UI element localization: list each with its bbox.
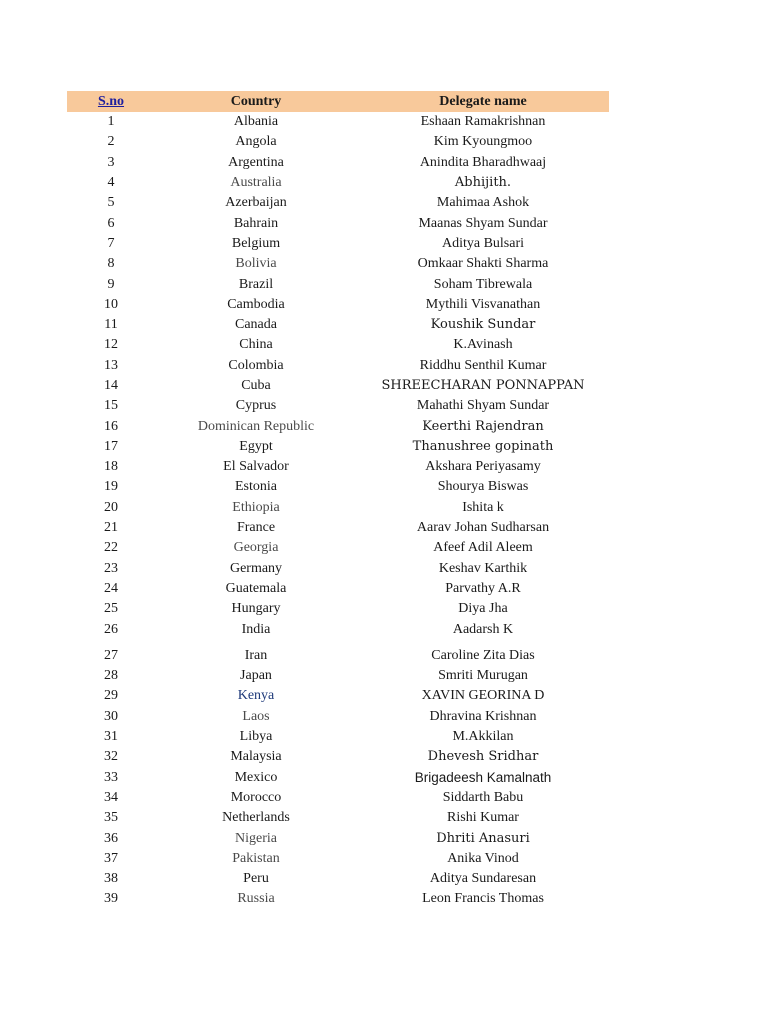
header-delegate: Delegate name bbox=[439, 93, 527, 109]
table-row bbox=[67, 768, 609, 788]
table-row bbox=[67, 849, 609, 869]
cell-sno: 29 bbox=[104, 688, 118, 704]
cell-sno: 20 bbox=[104, 499, 118, 515]
cell-country: El Salvador bbox=[223, 459, 289, 475]
cell-country: Bahrain bbox=[233, 215, 279, 231]
table-row bbox=[67, 559, 609, 579]
cell-delegate: Eshaan Ramakrishnan bbox=[420, 114, 546, 130]
cell-sno: 21 bbox=[104, 520, 118, 536]
table-row bbox=[67, 707, 609, 727]
cell-sno: 34 bbox=[104, 789, 118, 805]
cell-delegate: Koushik Sundar bbox=[430, 317, 536, 333]
cell-delegate: Ishita k bbox=[462, 499, 504, 515]
cell-sno: 32 bbox=[104, 749, 118, 765]
table-row bbox=[67, 457, 609, 477]
table-row bbox=[67, 538, 609, 558]
table-row bbox=[67, 747, 609, 767]
cell-delegate: Shourya Biswas bbox=[437, 479, 529, 495]
cell-delegate: Kim Kyoungmoo bbox=[433, 134, 533, 150]
cell-sno: 37 bbox=[104, 850, 118, 866]
cell-sno: 4 bbox=[107, 175, 115, 191]
cell-delegate: Smriti Murugan bbox=[438, 668, 528, 684]
table-row bbox=[67, 889, 609, 909]
cell-country: Netherlands bbox=[222, 810, 290, 826]
table-row bbox=[67, 376, 609, 396]
cell-delegate: Brigadeesh Kamalnath bbox=[414, 769, 552, 785]
cell-delegate: Maanas Shyam Sundar bbox=[418, 215, 548, 231]
cell-delegate: Diya Jha bbox=[458, 601, 508, 617]
table-row bbox=[67, 599, 609, 619]
cell-country: Nigeria bbox=[235, 830, 277, 846]
cell-delegate: M.Akkilan bbox=[452, 729, 514, 745]
cell-delegate: Omkaar Shakti Sharma bbox=[417, 256, 549, 272]
cell-sno: 17 bbox=[104, 438, 118, 454]
cell-sno: 18 bbox=[104, 459, 118, 475]
table-row bbox=[67, 112, 609, 132]
cell-delegate: XAVIN GEORINA D bbox=[421, 688, 545, 704]
cell-country: Iran bbox=[244, 647, 268, 663]
cell-sno: 26 bbox=[104, 621, 118, 637]
cell-sno: 6 bbox=[107, 215, 115, 231]
cell-country: Cyprus bbox=[235, 398, 277, 414]
cell-country: Laos bbox=[242, 708, 270, 724]
cell-delegate: K.Avinash bbox=[453, 337, 513, 353]
cell-sno: 35 bbox=[104, 810, 118, 826]
table-row bbox=[67, 518, 609, 538]
cell-country: Kenya bbox=[237, 688, 275, 704]
cell-country: Argentina bbox=[228, 154, 284, 170]
cell-country: China bbox=[239, 337, 273, 353]
table-row bbox=[67, 579, 609, 599]
cell-delegate: Akshara Periyasamy bbox=[425, 459, 541, 475]
table-row bbox=[67, 869, 609, 889]
cell-sno: 27 bbox=[104, 647, 118, 663]
cell-sno: 1 bbox=[107, 114, 115, 130]
cell-country: Russia bbox=[237, 891, 275, 907]
cell-delegate: Aadarsh K bbox=[452, 621, 514, 637]
cell-country: Hungary bbox=[231, 601, 281, 617]
cell-sno: 15 bbox=[104, 398, 118, 414]
cell-delegate: Riddhu Senthil Kumar bbox=[419, 357, 547, 373]
table-row bbox=[67, 727, 609, 747]
cell-country: Cuba bbox=[241, 378, 271, 393]
cell-sno: 25 bbox=[104, 601, 118, 617]
table-row bbox=[67, 356, 609, 376]
cell-country: Australia bbox=[230, 175, 282, 191]
cell-country: Angola bbox=[235, 134, 277, 150]
cell-delegate: Anika Vinod bbox=[447, 850, 519, 866]
table-row bbox=[67, 619, 609, 639]
table-row bbox=[67, 646, 609, 666]
cell-delegate: Leon Francis Thomas bbox=[422, 891, 544, 907]
cell-sno: 11 bbox=[104, 317, 118, 333]
table-row bbox=[67, 254, 609, 274]
cell-country: Japan bbox=[240, 668, 272, 684]
table-row bbox=[67, 396, 609, 416]
cell-sno: 22 bbox=[104, 540, 118, 556]
cell-country: Dominican Republic bbox=[197, 418, 315, 434]
cell-country: Mexico bbox=[234, 769, 278, 785]
cell-delegate: Aditya Sundaresan bbox=[429, 871, 537, 887]
cell-country: Germany bbox=[229, 560, 283, 576]
header-sno[interactable]: S.no bbox=[97, 93, 125, 109]
table-row bbox=[67, 295, 609, 315]
table-row bbox=[67, 335, 609, 355]
cell-sno: 23 bbox=[104, 560, 118, 576]
cell-sno: 28 bbox=[104, 668, 118, 684]
cell-sno: 5 bbox=[107, 195, 115, 211]
cell-delegate: Dhriti Anasuri bbox=[436, 830, 530, 846]
cell-country: India bbox=[241, 621, 271, 637]
table-row bbox=[67, 193, 609, 213]
cell-delegate: Thanushree gopinath bbox=[412, 438, 554, 454]
cell-country: Colombia bbox=[228, 357, 284, 373]
cell-delegate: Keerthi Rajendran bbox=[422, 418, 544, 434]
cell-country: Libya bbox=[239, 729, 273, 745]
cell-sno: 10 bbox=[104, 296, 118, 312]
table-row bbox=[67, 274, 609, 294]
cell-country: Pakistan bbox=[232, 850, 280, 866]
table-row bbox=[67, 808, 609, 828]
table-row bbox=[67, 498, 609, 518]
cell-country: Brazil bbox=[238, 276, 274, 292]
cell-sno: 39 bbox=[104, 891, 118, 907]
cell-delegate: Caroline Zita Dias bbox=[431, 647, 535, 663]
cell-country: Morocco bbox=[230, 789, 282, 805]
cell-delegate: Dhevesh Sridhar bbox=[427, 749, 539, 765]
cell-country: Guatemala bbox=[225, 580, 287, 596]
cell-sno: 9 bbox=[107, 276, 115, 292]
cell-delegate: Mahathi Shyam Sundar bbox=[416, 398, 550, 414]
cell-delegate: Rishi Kumar bbox=[447, 810, 519, 826]
cell-delegate: Afeef Adil Aleem bbox=[433, 540, 533, 556]
table-row bbox=[67, 686, 609, 706]
cell-delegate: Mythili Visvanathan bbox=[425, 296, 541, 312]
cell-country: Egypt bbox=[239, 438, 273, 454]
cell-sno: 16 bbox=[104, 418, 118, 434]
cell-country: Georgia bbox=[233, 540, 279, 556]
cell-sno: 12 bbox=[104, 337, 118, 353]
cell-country: Malaysia bbox=[230, 749, 282, 765]
cell-country: Bolivia bbox=[235, 256, 277, 272]
table-header bbox=[67, 91, 609, 112]
header-country: Country bbox=[230, 93, 282, 109]
cell-country: Belgium bbox=[231, 235, 281, 251]
cell-delegate: Keshav Karthik bbox=[438, 560, 528, 576]
delegate-table bbox=[67, 91, 609, 910]
cell-country: Canada bbox=[235, 317, 277, 333]
table-row bbox=[67, 477, 609, 497]
cell-sno: 19 bbox=[104, 479, 118, 495]
cell-sno: 31 bbox=[104, 729, 118, 745]
table-row bbox=[67, 416, 609, 436]
cell-country: Estonia bbox=[235, 479, 277, 495]
cell-delegate: Siddarth Babu bbox=[442, 789, 524, 805]
cell-sno: 14 bbox=[104, 378, 118, 393]
table-row bbox=[67, 788, 609, 808]
table-row bbox=[67, 666, 609, 686]
table-row bbox=[67, 132, 609, 152]
table-row bbox=[67, 213, 609, 233]
cell-delegate: Mahimaa Ashok bbox=[436, 195, 530, 211]
cell-sno: 2 bbox=[107, 134, 115, 150]
cell-sno: 38 bbox=[104, 871, 118, 887]
table-row bbox=[67, 173, 609, 193]
cell-sno: 24 bbox=[104, 580, 118, 596]
cell-sno: 13 bbox=[104, 357, 118, 373]
table-row bbox=[67, 153, 609, 173]
cell-country: Cambodia bbox=[227, 296, 285, 312]
cell-sno: 8 bbox=[107, 256, 115, 272]
cell-delegate: Aditya Bulsari bbox=[441, 235, 525, 251]
cell-sno: 7 bbox=[107, 235, 115, 251]
table-row bbox=[67, 437, 609, 457]
cell-country: Ethiopia bbox=[232, 499, 280, 515]
cell-country: Azerbaijan bbox=[225, 195, 287, 211]
cell-country: France bbox=[236, 520, 276, 536]
cell-sno: 33 bbox=[104, 769, 118, 785]
cell-delegate: Dhravina Krishnan bbox=[429, 708, 537, 724]
cell-sno: 30 bbox=[104, 708, 118, 724]
cell-delegate: Abhijith. bbox=[454, 175, 512, 191]
cell-country: Albania bbox=[233, 114, 279, 130]
cell-sno: 36 bbox=[104, 830, 118, 846]
cell-sno: 3 bbox=[107, 154, 115, 170]
table-row bbox=[67, 315, 609, 335]
cell-delegate: Soham Tibrewala bbox=[433, 276, 533, 292]
cell-delegate: Parvathy A.R bbox=[445, 580, 521, 596]
table-row bbox=[67, 234, 609, 254]
cell-country: Peru bbox=[243, 871, 269, 887]
cell-delegate: Anindita Bharadhwaaj bbox=[419, 154, 547, 170]
cell-delegate: SHREECHARAN PONNAPPAN bbox=[381, 378, 585, 393]
cell-delegate: Aarav Johan Sudharsan bbox=[416, 520, 550, 536]
table-row bbox=[67, 828, 609, 848]
